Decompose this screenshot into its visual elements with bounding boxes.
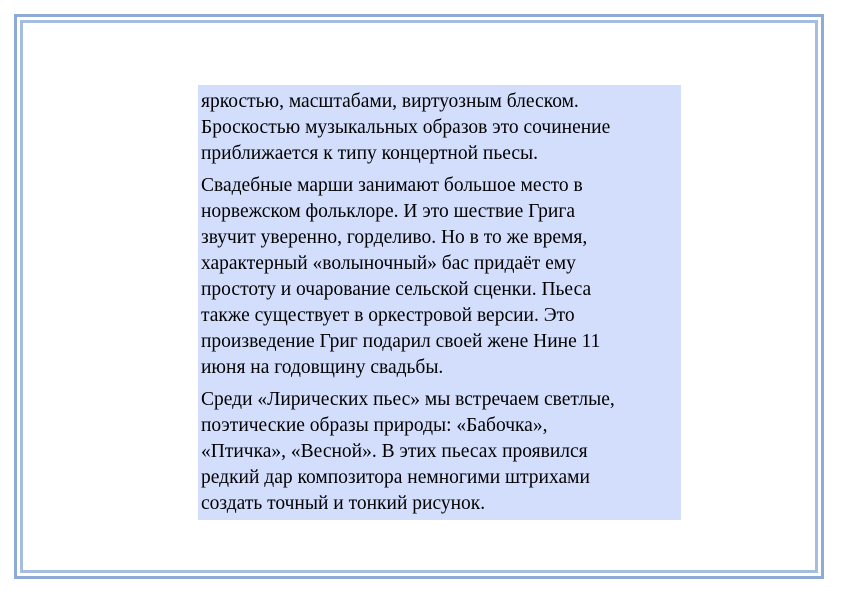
paragraph-2: Свадебные марши занимают большое место в норвежском фольклоре. И это шествие Грига звучит уверенно, горделиво. Но в то же время, характерный «волыночный» бас придаёт ему простоту и очарование сельской сценки. Пьеса также существует в оркестровой версии. Это произведение Григ подарил своей жене Нине 11 июня на годовщину свадьбы. — [201, 175, 601, 378]
paragraph-3: Среди «Лирических пьес» мы встречаем светлые, поэтические образы природы: «Бабочка», «Птичка», «Весной». В этих пьесах проявился редкий дар композитора немногими штрихами создать точный и тонкий рисунок. — [201, 389, 615, 514]
text-box — [198, 85, 681, 520]
paragraph-1: яркостью, масштабами, виртуозным блеском. Броскостью музыкальных образов это сочинение приближается к типу концертной пьесы. — [201, 91, 611, 164]
